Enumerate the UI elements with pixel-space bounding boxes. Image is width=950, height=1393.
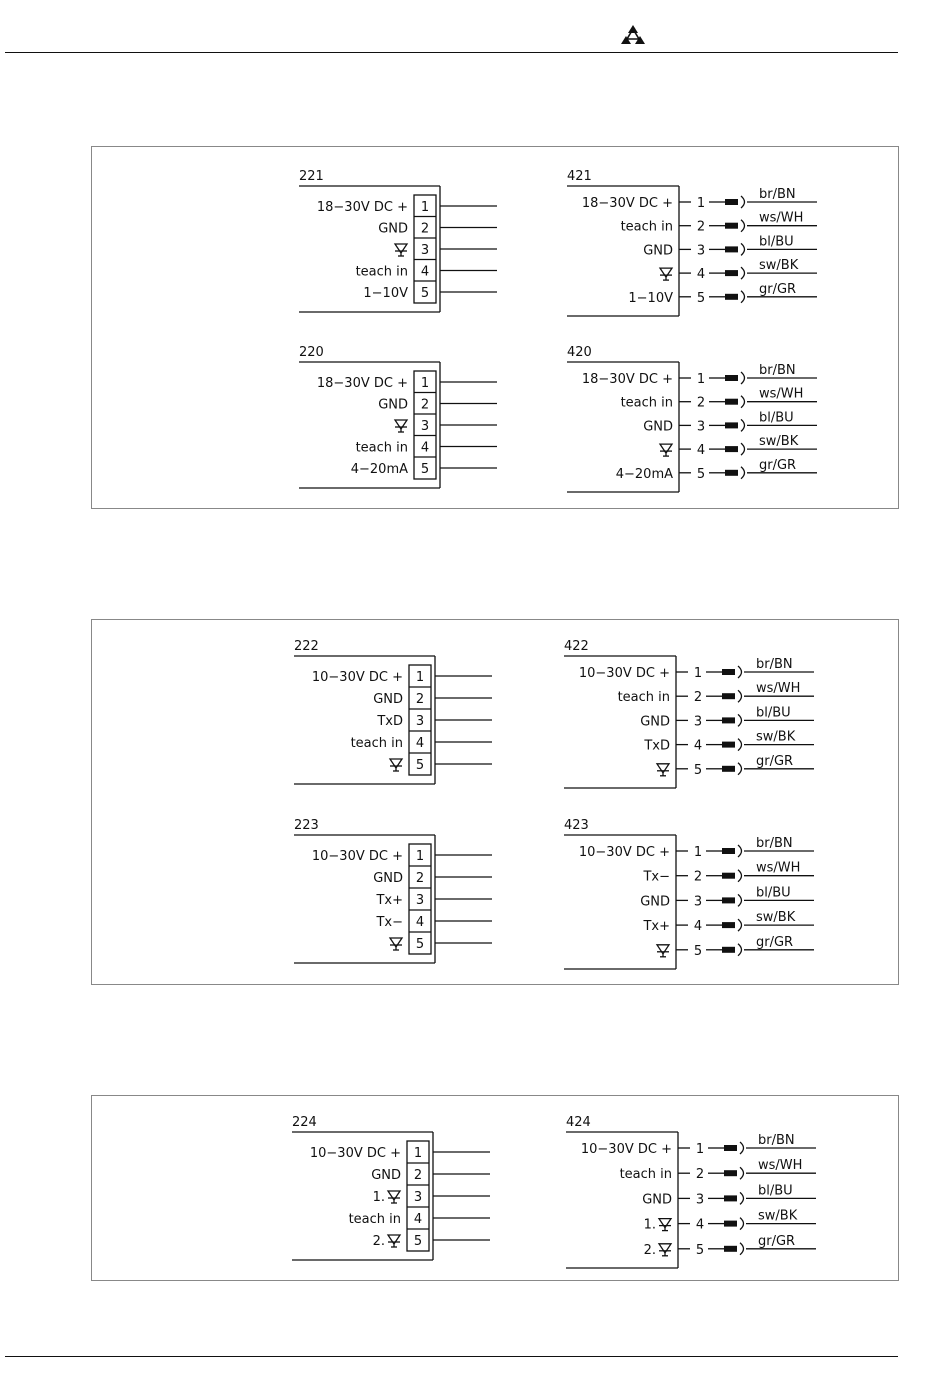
wire-color-422-2: ws/WH	[756, 681, 801, 697]
pin-label-224-3: 1.	[372, 1190, 385, 1205]
pin-label-420-2: teach in	[620, 395, 673, 411]
pin-label-221-3	[395, 244, 407, 256]
pin-label-224-2: GND	[371, 1168, 401, 1183]
pin-number-420-4: 4	[696, 443, 706, 459]
pin-number-424-2: 2	[695, 1167, 705, 1183]
connector-pin-424-2	[724, 1170, 737, 1176]
pin-label-423-2: Tx−	[643, 869, 670, 885]
wire-color-421-4: sw/BK	[759, 258, 799, 274]
pin-label-220-5: 4−20mA	[350, 462, 408, 477]
pin-label-424-4: 1.	[643, 1217, 656, 1233]
pin-label-424-2: teach in	[619, 1167, 672, 1183]
pin-label-424-5-symbol	[659, 1244, 671, 1256]
pin-number-421-3: 3	[696, 243, 706, 259]
pin-number-424-3: 3	[695, 1192, 705, 1208]
pin-number-222-1: 1	[415, 670, 425, 685]
pin-number-422-1: 1	[693, 666, 703, 681]
connector-pin-420-1	[725, 375, 738, 381]
pin-number-420-1: 1	[696, 372, 706, 387]
pin-label-220-1: 18−30V DC +	[316, 376, 408, 391]
pin-number-220-5: 5	[420, 462, 430, 477]
pin-label-224-5-symbol	[388, 1235, 400, 1247]
wire-color-424-3: bl/BU	[758, 1183, 793, 1199]
pin-number-221-5: 5	[420, 286, 430, 301]
pin-number-422-2: 2	[693, 690, 703, 706]
pin-label-222-5	[390, 759, 402, 771]
wire-color-424-5: gr/GR	[758, 1233, 796, 1249]
wire-color-422-4: sw/BK	[756, 729, 796, 745]
connector-pin-421-4	[725, 270, 738, 276]
pin-number-422-5: 5	[693, 762, 703, 778]
diagram-code-223: 223	[294, 818, 319, 833]
footer-rule	[5, 1356, 898, 1357]
wire-color-421-3: bl/BU	[759, 234, 794, 250]
pin-number-420-2: 2	[696, 395, 706, 411]
wire-color-420-2: ws/WH	[759, 386, 804, 402]
pin-number-420-5: 5	[696, 466, 706, 482]
pin-label-223-3: Tx+	[376, 893, 403, 908]
connector-pin-424-1	[724, 1145, 737, 1151]
pin-label-422-2: teach in	[617, 690, 670, 706]
pin-number-424-4: 4	[695, 1217, 705, 1233]
connector-pin-424-5	[724, 1246, 737, 1252]
pin-number-221-3: 3	[420, 243, 430, 258]
pin-number-221-4: 4	[420, 264, 430, 280]
pin-label-422-5	[657, 764, 669, 776]
panel-2-svg	[92, 620, 898, 984]
wire-color-424-1: br/BN	[758, 1133, 795, 1148]
pin-label-223-1: 10−30V DC +	[311, 849, 403, 864]
pin-number-421-5: 5	[696, 290, 706, 306]
pin-number-220-2: 2	[420, 397, 430, 413]
pin-label-424-3: GND	[642, 1192, 672, 1208]
pin-number-221-1: 1	[420, 200, 430, 215]
connector-pin-423-2	[722, 873, 735, 879]
pin-label-421-1: 18−30V DC +	[581, 196, 673, 211]
pin-label-420-4	[660, 444, 672, 456]
pin-label-220-3	[395, 420, 407, 432]
connector-pin-423-3	[722, 897, 735, 903]
pin-number-223-5: 5	[415, 937, 425, 952]
pin-label-420-1: 18−30V DC +	[581, 372, 673, 387]
pin-number-422-3: 3	[693, 714, 703, 730]
pin-label-221-5: 1−10V	[363, 286, 408, 301]
connector-pin-422-3	[722, 717, 735, 723]
pin-label-421-4	[660, 268, 672, 280]
pin-label-422-3: GND	[640, 714, 670, 730]
diagram-code-422: 422	[564, 639, 589, 654]
diagram-424	[566, 1115, 816, 1268]
wire-color-423-1: br/BN	[756, 836, 793, 851]
wire-color-420-5: gr/GR	[759, 457, 797, 473]
pin-number-423-5: 5	[693, 943, 703, 959]
pin-label-421-3: GND	[643, 243, 673, 259]
pin-number-424-5: 5	[695, 1242, 705, 1258]
pin-label-222-4: teach in	[350, 736, 403, 751]
pin-label-224-4: teach in	[348, 1212, 401, 1227]
wire-color-420-3: bl/BU	[759, 410, 794, 426]
connector-pin-422-5	[722, 766, 735, 772]
diagram-422	[564, 639, 814, 788]
pin-number-224-4: 4	[413, 1212, 423, 1227]
diagram-420	[567, 345, 817, 492]
connector-pin-421-3	[725, 246, 738, 252]
pin-number-222-4: 4	[415, 736, 425, 751]
diagram-220	[299, 345, 497, 488]
diagram-224	[292, 1115, 490, 1260]
connector-pin-422-2	[722, 693, 735, 699]
pin-label-223-4: Tx−	[376, 915, 403, 930]
pin-label-224-5: 2.	[372, 1234, 385, 1249]
connector-pin-420-5	[725, 470, 738, 476]
pin-label-221-2: GND	[378, 221, 408, 237]
panel-3-svg	[92, 1096, 898, 1280]
pin-label-223-5	[390, 938, 402, 950]
pin-number-423-1: 1	[693, 845, 703, 860]
diagram-222	[294, 639, 492, 784]
diagram-221	[299, 169, 497, 312]
diagram-code-423: 423	[564, 818, 589, 833]
pin-number-220-4: 4	[420, 440, 430, 456]
wire-color-423-4: sw/BK	[756, 910, 796, 926]
diagram-223	[294, 818, 492, 963]
pin-number-222-3: 3	[415, 714, 425, 729]
wiring-panel-1	[91, 146, 899, 509]
wire-color-421-2: ws/WH	[759, 210, 804, 226]
pin-number-421-2: 2	[696, 219, 706, 235]
wire-color-421-5: gr/GR	[759, 281, 797, 297]
pin-label-222-3: TxD	[377, 714, 403, 729]
wire-color-424-2: ws/WH	[758, 1158, 803, 1174]
wire-color-424-4: sw/BK	[758, 1208, 798, 1224]
diagram-code-224: 224	[292, 1115, 317, 1130]
connector-pin-421-1	[725, 199, 738, 205]
connector-pin-422-1	[722, 669, 735, 675]
diagram-code-221: 221	[299, 169, 324, 184]
pin-number-224-3: 3	[413, 1190, 423, 1205]
connector-pin-421-5	[725, 294, 738, 300]
wire-color-422-3: bl/BU	[756, 705, 791, 721]
pin-label-422-4: TxD	[644, 738, 670, 754]
pin-label-423-5	[657, 945, 669, 957]
pin-number-422-4: 4	[693, 738, 703, 754]
pin-label-423-3: GND	[640, 894, 670, 910]
pin-label-223-2: GND	[373, 871, 403, 886]
diagram-code-222: 222	[294, 639, 319, 654]
connector-pin-421-2	[725, 223, 738, 229]
connector-pin-422-4	[722, 742, 735, 748]
pin-number-224-5: 5	[413, 1234, 423, 1249]
diagram-code-424: 424	[566, 1115, 591, 1130]
connector-pin-420-4	[725, 446, 738, 452]
pin-number-221-2: 2	[420, 221, 430, 237]
connector-pin-424-3	[724, 1195, 737, 1201]
connector-pin-423-1	[722, 848, 735, 854]
pin-label-220-4: teach in	[355, 440, 408, 456]
pin-label-422-1: 10−30V DC +	[578, 666, 670, 681]
wire-color-420-1: br/BN	[759, 363, 796, 378]
pin-label-224-1: 10−30V DC +	[309, 1146, 401, 1161]
pin-label-221-4: teach in	[355, 264, 408, 280]
pin-label-424-5: 2.	[643, 1242, 656, 1258]
header-rule	[5, 52, 898, 53]
pin-label-423-1: 10−30V DC +	[578, 845, 670, 860]
connector-pin-424-4	[724, 1221, 737, 1227]
pin-number-222-5: 5	[415, 758, 425, 773]
diagram-423	[564, 818, 814, 969]
pin-number-224-1: 1	[413, 1146, 423, 1161]
pin-number-220-3: 3	[420, 419, 430, 434]
diagram-code-421: 421	[567, 169, 592, 184]
pin-label-224-3-symbol	[388, 1191, 400, 1203]
pin-label-222-2: GND	[373, 692, 403, 707]
wire-color-423-5: gr/GR	[756, 934, 794, 950]
diagram-code-420: 420	[567, 345, 592, 360]
diagram-421	[567, 169, 817, 316]
wire-color-423-2: ws/WH	[756, 860, 801, 876]
pin-label-424-4-symbol	[659, 1219, 671, 1231]
wire-color-421-1: br/BN	[759, 187, 796, 202]
pin-label-220-2: GND	[378, 397, 408, 413]
pin-number-220-1: 1	[420, 376, 430, 391]
recycle-triangle-logo-icon	[620, 24, 646, 46]
pin-number-223-2: 2	[415, 871, 425, 886]
pin-number-423-4: 4	[693, 919, 703, 935]
wire-color-422-5: gr/GR	[756, 753, 794, 769]
pin-label-420-3: GND	[643, 419, 673, 435]
pin-label-420-5: 4−20mA	[615, 466, 673, 482]
panel-1-svg	[92, 147, 898, 508]
pin-number-223-4: 4	[415, 915, 425, 930]
pin-number-423-3: 3	[693, 894, 703, 910]
pin-number-421-1: 1	[696, 196, 706, 211]
wire-color-423-3: bl/BU	[756, 885, 791, 901]
pin-label-421-2: teach in	[620, 219, 673, 235]
pin-number-223-1: 1	[415, 849, 425, 864]
pin-label-221-1: 18−30V DC +	[316, 200, 408, 215]
pin-number-424-1: 1	[695, 1142, 705, 1157]
wire-color-420-4: sw/BK	[759, 434, 799, 450]
wiring-panel-2	[91, 619, 899, 985]
pin-label-423-4: Tx+	[643, 919, 670, 935]
wire-color-422-1: br/BN	[756, 657, 793, 672]
pin-number-423-2: 2	[693, 869, 703, 885]
pin-label-421-5: 1−10V	[628, 290, 673, 306]
pin-label-222-1: 10−30V DC +	[311, 670, 403, 685]
pin-number-224-2: 2	[413, 1168, 423, 1183]
pin-label-424-1: 10−30V DC +	[580, 1142, 672, 1157]
connector-pin-423-4	[722, 922, 735, 928]
pin-number-420-3: 3	[696, 419, 706, 435]
pin-number-421-4: 4	[696, 267, 706, 283]
connector-pin-420-3	[725, 422, 738, 428]
pin-number-223-3: 3	[415, 893, 425, 908]
diagram-code-220: 220	[299, 345, 324, 360]
connector-pin-420-2	[725, 399, 738, 405]
wiring-panel-3	[91, 1095, 899, 1281]
pin-number-222-2: 2	[415, 692, 425, 707]
connector-pin-423-5	[722, 947, 735, 953]
